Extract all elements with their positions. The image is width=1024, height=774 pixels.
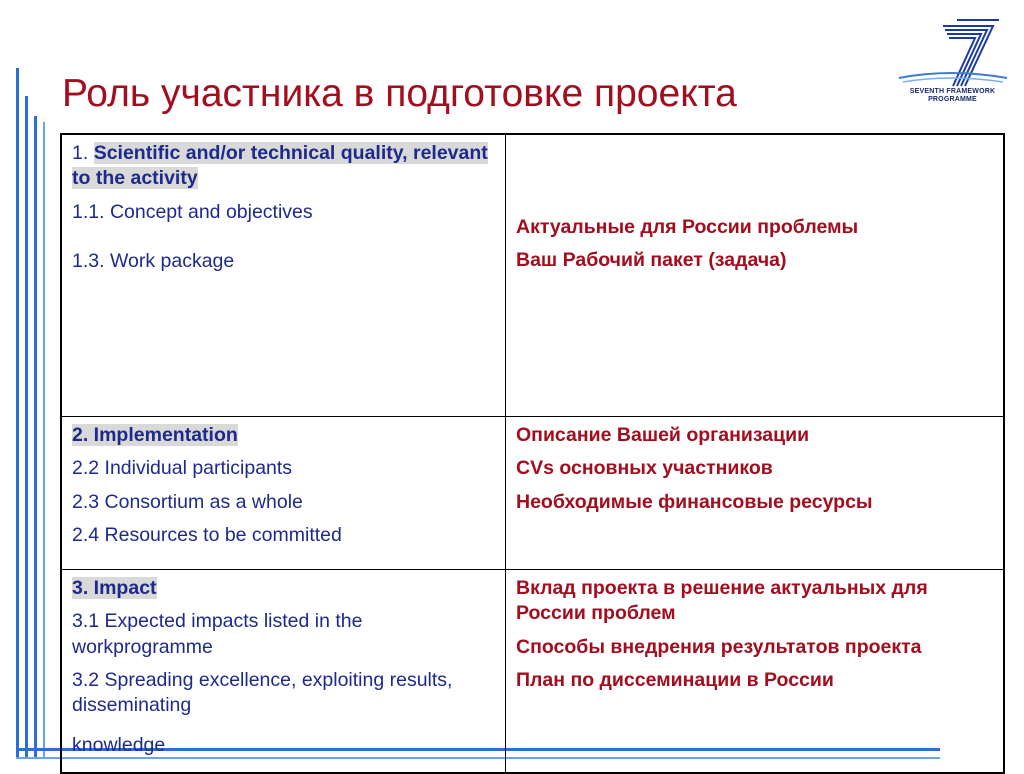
criteria-item: 3.2 Spreading excellence, exploiting results, disseminating — [72, 669, 453, 717]
criteria-item: 2.2 Individual participants — [72, 457, 293, 480]
fp7-logo — [895, 16, 1010, 108]
table-row — [61, 417, 1004, 570]
slide-title: Роль участника в подготовке проекта — [62, 72, 737, 115]
participant-role-cell — [506, 134, 1005, 417]
section-prefix: 1. — [72, 142, 94, 164]
decorative-bar-1 — [16, 68, 19, 758]
criteria-item: 2.3 Consortium as a whole — [72, 490, 303, 513]
role-item: CVs основных участников — [516, 457, 773, 480]
section-heading-text: Scientific and/or technical quality, relevant to the activity — [72, 142, 488, 190]
criteria-item: 2.4 Resources to be committed — [72, 524, 342, 547]
role-item: План по диссеминации в России — [516, 669, 834, 692]
table-row — [61, 570, 1004, 774]
criteria-cell — [61, 417, 506, 570]
section-heading — [72, 576, 495, 601]
criteria-item: knowledge — [72, 733, 166, 756]
participant-role-cell — [506, 570, 1005, 774]
logo-text-line2: PROGRAMME — [928, 96, 977, 103]
fp7-seven-logo-icon — [895, 16, 1010, 88]
logo-text-line1: SEVENTH FRAMEWORK — [909, 88, 996, 95]
criteria-item: 1.3. Work package — [72, 250, 235, 273]
section-heading — [72, 141, 495, 192]
criteria-table — [60, 133, 1005, 774]
decorative-bar-3 — [34, 116, 37, 758]
criteria-cell — [61, 134, 506, 417]
table-row — [61, 134, 1004, 417]
role-item: Вклад проекта в решение актуальных для России проблем — [516, 577, 928, 625]
section-heading — [72, 423, 495, 448]
role-item: Способы внедрения результатов проекта — [516, 635, 922, 658]
role-item: Актуальные для России проблемы — [516, 216, 859, 238]
role-item: Необходимые финансовые ресурсы — [516, 490, 873, 513]
decorative-bar-2 — [25, 96, 28, 758]
role-item: Ваш Рабочий пакет (задача) — [516, 249, 787, 272]
criteria-item: 1.1. Concept and objectives — [72, 200, 313, 223]
section-heading-text: 2. Implementation — [72, 424, 238, 446]
criteria-item: 3.1 Expected impacts listed in the workprogramme — [72, 610, 363, 658]
criteria-cell — [61, 570, 506, 774]
role-item: Описание Вашей организации — [516, 424, 810, 446]
decorative-bar-4 — [43, 122, 45, 758]
section-heading-text: 3. Impact — [72, 577, 157, 599]
participant-role-cell — [506, 417, 1005, 570]
